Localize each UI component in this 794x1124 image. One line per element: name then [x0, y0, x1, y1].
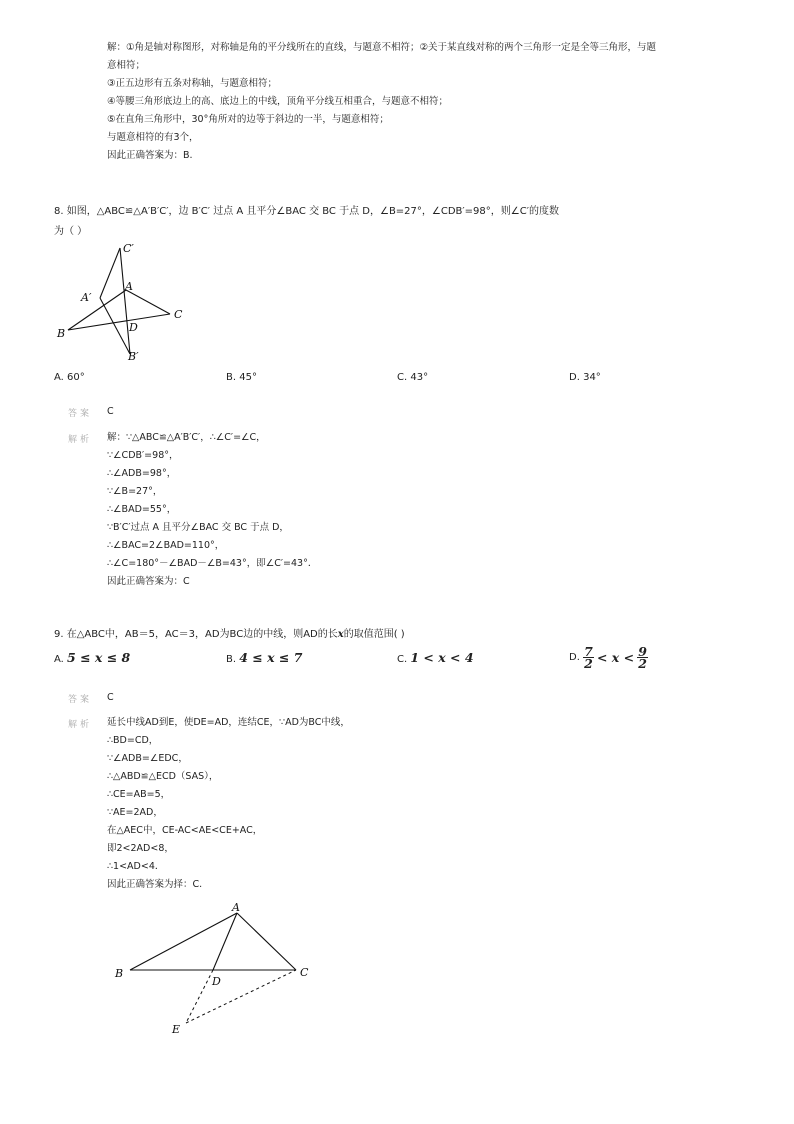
q8-analysis-line: ∴∠BAC=2∠BAD=110°， — [107, 540, 225, 551]
option-letter: C. — [397, 372, 408, 383]
option-math: 4 ≤ x ≤ 7 — [239, 650, 303, 665]
option-text: 34° — [583, 372, 601, 383]
option-letter: A. — [54, 654, 64, 665]
q8-analysis-tag: 解析 — [68, 435, 93, 445]
fraction-9-2 — [637, 646, 648, 669]
label-e: E — [172, 1023, 181, 1036]
option-letter: C. — [397, 654, 408, 665]
q9-option-a[interactable] — [54, 650, 130, 665]
q9-answer: C — [107, 692, 114, 703]
q9-stem-var: x — [337, 629, 344, 640]
option-letter: B. — [226, 654, 237, 665]
q7-line-7: 因此正确答案为：B. — [107, 150, 193, 161]
q8-analysis-line: ∵∠B=27°， — [107, 486, 163, 497]
q8-answer: C — [107, 406, 114, 417]
q9-analysis-line: ∴BD=CD， — [107, 735, 159, 746]
q9-stem-tail: 的取值范围( ) — [343, 629, 405, 640]
q9-analysis-line: 因此正确答案为择：C. — [107, 879, 203, 890]
q9-analysis-line: 延长中线AD到E，使DE=AD，连结CE，∵AD为BC中线， — [107, 717, 350, 728]
q7-line-3: ③正五边形有五条对称轴，与题意相符； — [107, 78, 278, 89]
label-b: B — [115, 967, 124, 980]
q8-analysis-line: ∴∠C=180°－∠BAD－∠B=43°，即∠C′=43°． — [107, 558, 318, 569]
q8-analysis-line: ∵B′C′过点 A 且平分∠BAC 交 BC 于点 D， — [107, 522, 289, 533]
label-d: D — [129, 321, 138, 334]
option-text: 43° — [410, 372, 429, 383]
q8-analysis-line: 解：∵△ABC≌△A′B′C′，∴∠C′=∠C， — [107, 432, 266, 443]
label-a-prime: A′ — [81, 291, 92, 304]
q9-analysis-line: ∵∠ADB=∠EDC， — [107, 753, 188, 764]
label-a: A — [232, 901, 240, 914]
q9-stem-text: 9. 在△ABC中，AB＝5，AC＝3，AD为BC边的中线，则AD的长 — [54, 629, 338, 640]
q7-line-1: 解：①角是轴对称图形，对称轴是角的平分线所在的直线，与题意不相符；②关于某直线对称的两个三角形一定是全等三角形，与题 — [107, 42, 657, 53]
q9-analysis-line: ∴1<AD<4． — [107, 861, 165, 872]
q8-option-b[interactable] — [226, 372, 257, 383]
label-a: A — [125, 280, 133, 293]
q9-option-b[interactable] — [226, 650, 302, 665]
fraction-7-2 — [583, 646, 594, 669]
q8-analysis-line: 因此正确答案为：C — [107, 576, 190, 587]
q7-line-5: ⑤在直角三角形中，30°角所对的边等于斜边的一半，与题意相符； — [107, 114, 389, 125]
q8-stem-line1: 8. 如图，△ABC≌△A′B′C′，边 B′C′ 过点 A 且平分∠BAC 交 BC 于点 D，∠B=27°，∠CDB′=98°，则∠C′的度数 — [54, 206, 560, 217]
frac-den: 2 — [584, 656, 593, 671]
q9-analysis-line: 即2<2AD<8， — [107, 843, 174, 854]
q8-stem-line2: 为（ ） — [54, 226, 88, 237]
option-math: 5 ≤ x ≤ 8 — [67, 650, 131, 665]
q9-answer-tag: 答案 — [68, 695, 93, 705]
q9-figure — [110, 898, 320, 1040]
label-c: C — [174, 308, 183, 321]
q8-analysis-line: ∴∠BAD=55°， — [107, 504, 177, 515]
option-letter: D. — [569, 372, 580, 383]
q8-analysis-line: ∵∠CDB′=98°， — [107, 450, 179, 461]
label-c-prime: C′ — [123, 242, 134, 255]
q8-option-c[interactable] — [397, 372, 428, 383]
q7-line-2: 意相符； — [107, 60, 146, 71]
q9-analysis-line: ∵AE=2AD， — [107, 807, 163, 818]
label-c: C — [300, 966, 309, 979]
option-text: 45° — [239, 372, 257, 383]
frac-num: 7 — [584, 644, 593, 659]
q8-option-a[interactable] — [54, 372, 85, 383]
q9-option-d[interactable] — [569, 646, 648, 669]
q9-analysis-line: ∴△ABD≌△ECD（SAS）， — [107, 771, 219, 782]
q8-answer-tag: 答案 — [68, 409, 93, 419]
frac-num: 9 — [638, 644, 647, 659]
option-math: 1 < x < 4 — [410, 650, 474, 665]
option-letter: D. — [569, 652, 580, 663]
q9-analysis-line: 在△AEC中，CE-AC<AE<CE+AC， — [107, 825, 263, 836]
q7-line-4: ④等腰三角形底边上的高、底边上的中线，顶角平分线互相重合，与题意不相符； — [107, 96, 449, 107]
label-b-prime: B′ — [128, 350, 139, 363]
q9-stem — [54, 628, 405, 641]
label-d: D — [212, 975, 221, 988]
frac-den: 2 — [638, 656, 647, 671]
q8-option-d[interactable] — [569, 372, 601, 383]
q8-analysis-line: ∴∠ADB=98°， — [107, 468, 177, 479]
q9-analysis-line: ∴CE=AB=5， — [107, 789, 171, 800]
label-b: B — [57, 327, 66, 340]
q9-option-c[interactable] — [397, 650, 474, 665]
option-letter: A. — [54, 372, 64, 383]
q7-line-6: 与题意相符的有3个， — [107, 132, 199, 143]
option-math: < x < — [596, 650, 635, 665]
option-letter: B. — [226, 372, 237, 383]
q9-analysis-tag: 解析 — [68, 720, 93, 730]
q8-figure — [52, 238, 202, 368]
option-text: 60° — [67, 372, 85, 383]
